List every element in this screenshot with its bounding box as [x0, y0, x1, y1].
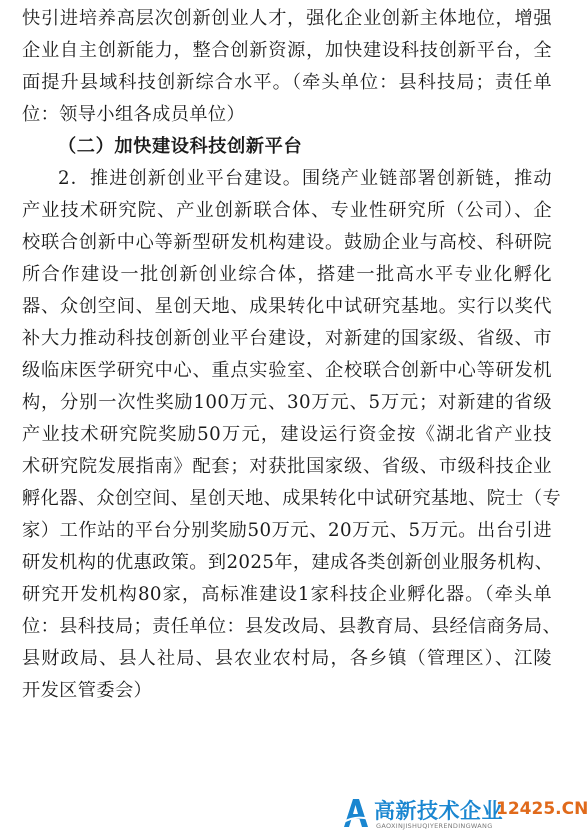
body-line: 面提升县域科技创新综合水平。（牵头单位：县科技局；责任单	[22, 72, 552, 93]
body-line: 位：县科技局；责任单位：县发改局、县教育局、县经信商务局、	[22, 616, 562, 637]
section-heading: （二）加快建设科技创新平台	[58, 136, 303, 157]
body-line: 县财政局、县人社局、县农业农村局，各乡镇（管理区）、江陵	[22, 648, 552, 669]
letter-a-logo-icon	[340, 797, 370, 829]
body-line: 2．推进创新创业平台建设。围绕产业链部署创新链，推动	[58, 168, 552, 189]
body-line: 位：领导小组各成员单位）	[22, 104, 246, 125]
body-line: 级临床医学研究中心、重点实验室、企校联合创新中心等研发机	[22, 360, 552, 381]
site-watermark	[336, 793, 588, 835]
body-line: 产业技术研究院奖励50万元，建设运行资金按《湖北省产业技	[22, 424, 552, 445]
watermark-title: 高新技术企业	[374, 799, 503, 823]
body-line: 补大力推动科技创新创业平台建设，对新建的国家级、省级、市	[22, 328, 552, 349]
body-line: 孵化器、众创空间、星创天地、成果转化中试研究基地、院士（专	[22, 488, 562, 509]
body-line: 研究开发机构80家，高标准建设1家科技企业孵化器。（牵头单	[22, 584, 552, 605]
watermark-subtitle: GAOXINJISHUQIYERENDINGWANG	[376, 822, 493, 830]
body-line: 所合作建设一批创新创业综合体，搭建一批高水平专业化孵化	[22, 264, 552, 285]
body-line: 研发机构的优惠政策。到2025年，建成各类创新创业服务机构、	[22, 552, 554, 573]
body-line: 快引进培养高层次创新创业人才，强化企业创新主体地位，增强	[22, 8, 552, 29]
body-line: 家）工作站的平台分别奖励50万元、20万元、5万元。出台引进	[22, 520, 552, 541]
body-line: 开发区管委会）	[22, 680, 153, 701]
body-line: 术研究院发展指南》配套；对获批国家级、省级、市级科技企业	[22, 456, 552, 477]
body-line: 企业自主创新能力，整合创新资源，加快建设科技创新平台，全	[22, 40, 552, 61]
watermark-domain: 12425.CN	[496, 799, 588, 819]
body-line: 构，分别一次性奖励100万元、30万元、5万元；对新建的省级	[22, 392, 552, 413]
body-line: 器、众创空间、星创天地、成果转化中试研究基地。实行以奖代	[22, 296, 552, 317]
body-line: 产业技术研究院、产业创新联合体、专业性研究所（公司）、企	[22, 200, 552, 221]
body-line: 校联合创新中心等新型研发机构建设。鼓励企业与高校、科研院	[22, 232, 552, 253]
